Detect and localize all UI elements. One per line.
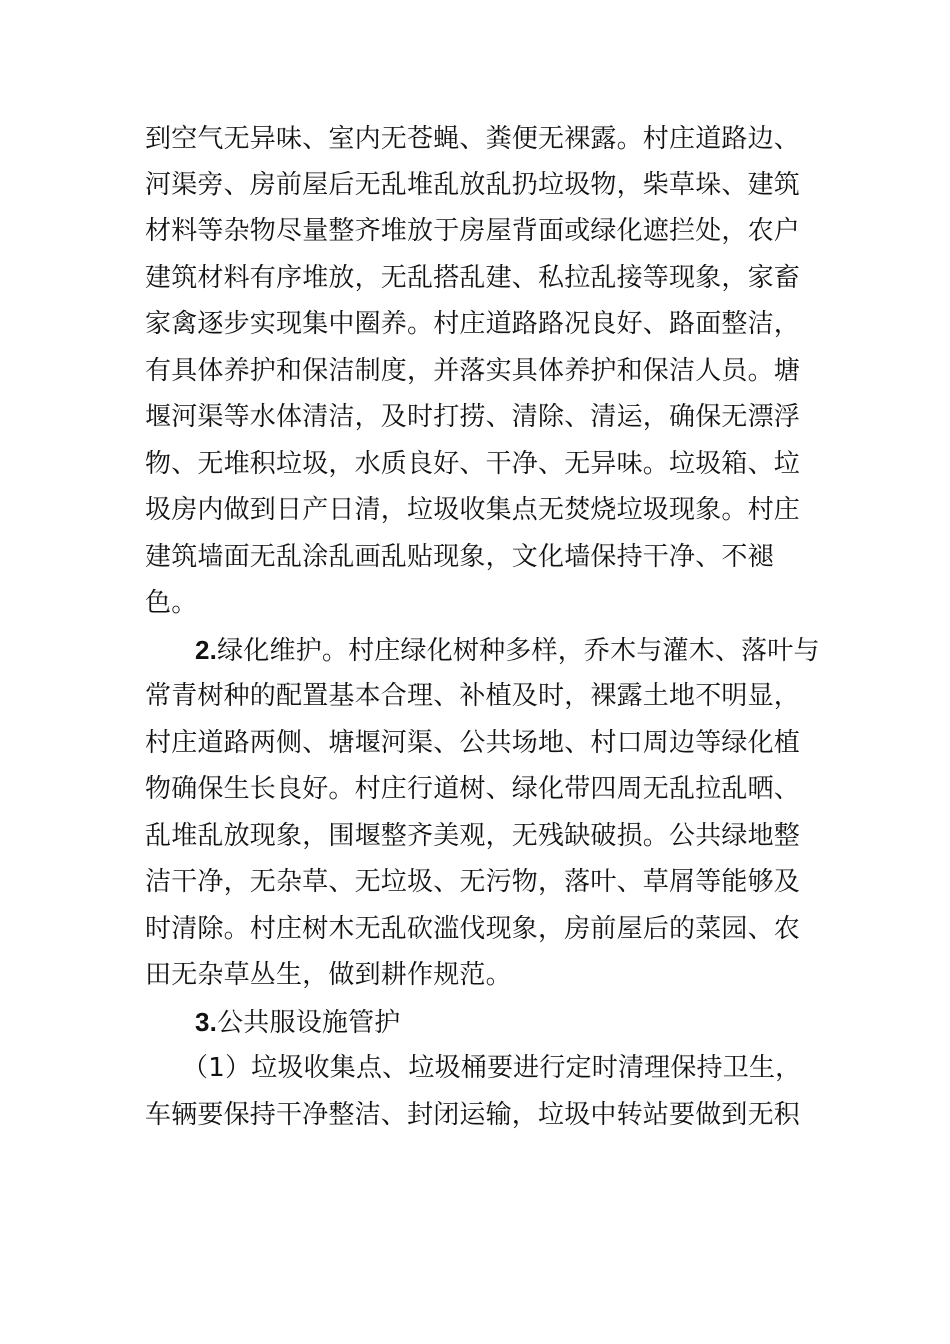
section-number: 3. bbox=[195, 1007, 218, 1037]
paragraph-line: 常青树种的配置基本合理、补植及时，裸露土地不明显， bbox=[145, 681, 801, 711]
paragraph-line: 车辆要保持干净整洁、封闭运输，垃圾中转站要做到无积 bbox=[145, 1100, 801, 1130]
section-heading-line bbox=[195, 1002, 401, 1042]
paragraph-line: 色。 bbox=[145, 588, 198, 618]
paragraph-line: 田无杂草丛生，做到耕作规范。 bbox=[145, 960, 512, 990]
paragraph-line: 建筑材料有序堆放，无乱搭乱建、私拉乱接等现象，家畜 bbox=[145, 263, 801, 293]
paragraph-line: 堰河渠等水体清洁，及时打捞、清除、清运，确保无漂浮 bbox=[145, 402, 801, 432]
section-text: 公共服设施管护 bbox=[217, 1008, 401, 1038]
subsection-line bbox=[182, 1048, 801, 1088]
paragraph-line: 建筑墙面无乱涂乱画乱贴现象，文化墙保持干净、不褪 bbox=[145, 542, 774, 572]
paragraph-line: 乱堆乱放现象，围堰整齐美观，无残缺破损。公共绿地整 bbox=[145, 821, 801, 851]
paragraph-line: 洁干净，无杂草、无垃圾、无污物，落叶、草屑等能够及 bbox=[145, 867, 801, 897]
paragraph-line: 圾房内做到日产日清，垃圾收集点无焚烧垃圾现象。村庄 bbox=[145, 495, 801, 525]
subsection-number: （1） bbox=[182, 1053, 252, 1083]
section-number: 2. bbox=[195, 635, 218, 665]
subsection-text: 垃圾收集点、垃圾桶要进行定时清理保持卫生， bbox=[251, 1053, 802, 1083]
paragraph-line: 村庄道路两侧、塘堰河渠、公共场地、村口周边等绿化植 bbox=[145, 728, 801, 758]
paragraph-line: 到空气无异味、室内无苍蝇、粪便无裸露。村庄道路边、 bbox=[145, 124, 801, 154]
paragraph-line: 材料等杂物尽量整齐堆放于房屋背面或绿化遮拦处，农户 bbox=[145, 216, 801, 246]
paragraph-line: 河渠旁、房前屋后无乱堆乱放乱扔垃圾物，柴草垛、建筑 bbox=[145, 170, 801, 200]
section-heading-line bbox=[195, 630, 820, 670]
paragraph-line: 有具体养护和保洁制度，并落实具体养护和保洁人员。塘 bbox=[145, 356, 801, 386]
paragraph-line: 物、无堆积垃圾，水质良好、干净、无异味。垃圾箱、垃 bbox=[145, 449, 801, 479]
paragraph-line: 家禽逐步实现集中圈养。村庄道路路况良好、路面整洁， bbox=[145, 309, 801, 339]
paragraph-line: 时清除。村庄树木无乱砍滥伐现象，房前屋后的菜园、农 bbox=[145, 914, 801, 944]
section-text: 绿化维护。村庄绿化树种多样，乔木与灌木、落叶与 bbox=[217, 636, 820, 666]
paragraph-line: 物确保生长良好。村庄行道树、绿化带四周无乱拉乱晒、 bbox=[145, 774, 801, 804]
